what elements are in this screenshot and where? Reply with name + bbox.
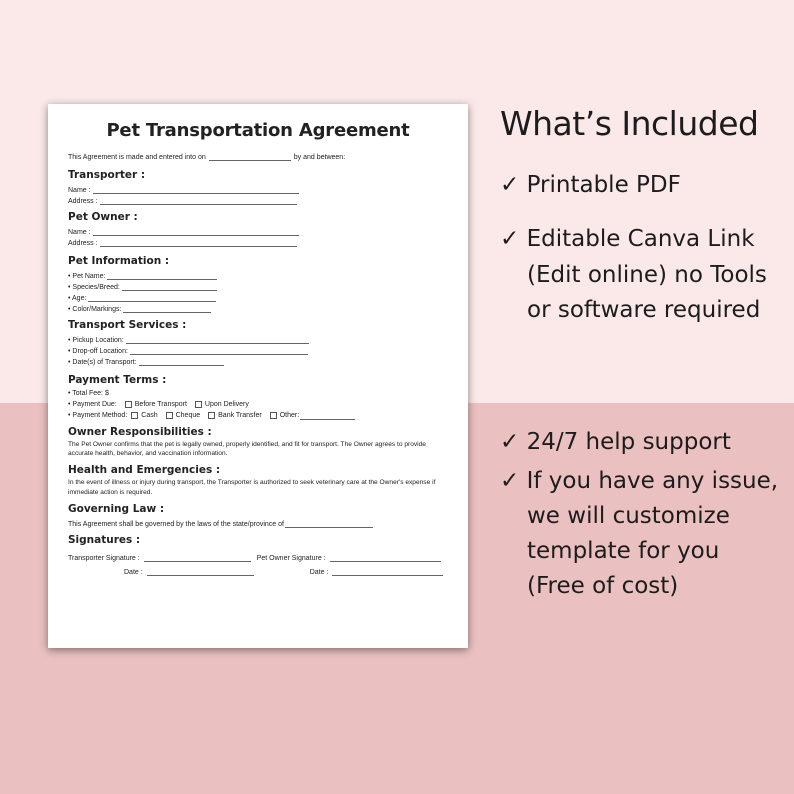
- owner-address-field[interactable]: [100, 239, 297, 247]
- pickup-field[interactable]: [126, 336, 309, 344]
- pet-name-label: • Pet Name:: [68, 273, 106, 280]
- transporter-date-field[interactable]: [147, 568, 254, 576]
- feature-canva-link: ✓ Editable Canva Link: [500, 226, 755, 252]
- other-checkbox[interactable]: [270, 412, 277, 419]
- upon-delivery-checkbox[interactable]: [195, 401, 202, 408]
- health-heading: Health and Emergencies :: [68, 464, 221, 477]
- other-label: Other:: [279, 412, 300, 419]
- transport-date-label: • Date(s) of Transport:: [68, 359, 137, 366]
- transport-heading: Transport Services :: [68, 319, 187, 331]
- transporter-heading: Transporter :: [68, 169, 146, 181]
- dropoff-field[interactable]: [130, 347, 308, 355]
- transporter-signature-label: Transporter Signature :: [68, 554, 140, 562]
- cash-label: Cash: [141, 412, 158, 419]
- payment-heading: Payment Terms :: [68, 374, 167, 386]
- owner-signature-label: Pet Owner Signature :: [256, 554, 326, 562]
- upon-delivery-label: Upon Delivery: [204, 401, 249, 408]
- other-method-field[interactable]: [300, 412, 355, 420]
- before-transport-label: Before Transport: [134, 401, 187, 408]
- owner-signature-field[interactable]: [330, 554, 441, 562]
- law-heading: Governing Law :: [68, 502, 165, 515]
- transporter-address-label: Address :: [68, 198, 98, 205]
- transporter-signature-field[interactable]: [144, 554, 251, 562]
- total-fee-label: • Total Fee: $: [68, 390, 109, 397]
- owner-address-label: Address :: [68, 240, 98, 247]
- feature-customize: ✓ If you have any issue,: [500, 468, 779, 494]
- agreement-document: [48, 104, 468, 648]
- intro-line: [68, 153, 448, 161]
- feature-canva-link-line3: or software required: [527, 297, 761, 323]
- transporter-name-field[interactable]: [93, 186, 299, 194]
- transporter-address-field[interactable]: [100, 197, 297, 205]
- pet-info-heading: Pet Information :: [68, 255, 170, 267]
- intro-text: This Agreement is made and entered into on: [68, 154, 206, 161]
- cheque-checkbox[interactable]: [166, 412, 173, 419]
- bank-transfer-checkbox[interactable]: [208, 412, 215, 419]
- responsibilities-text: The Pet Owner confirms that the pet is legally owned, properly identified, and fit for transport. The Owner agrees to provide accurate health, behavior, and vaccination information.: [68, 441, 426, 458]
- signatures-heading: Signatures :: [68, 533, 141, 546]
- color-field[interactable]: [123, 305, 211, 313]
- cash-checkbox[interactable]: [131, 412, 138, 419]
- age-label: • Age:: [68, 295, 87, 302]
- payment-due-label: • Payment Due:: [68, 401, 117, 408]
- species-field[interactable]: [122, 283, 217, 291]
- species-label: • Species/Breed:: [68, 284, 120, 291]
- dropoff-label: • Drop-off Location:: [68, 348, 128, 355]
- jurisdiction-field[interactable]: [285, 520, 373, 528]
- age-field[interactable]: [88, 294, 216, 302]
- payment-method-label: • Payment Method:: [68, 412, 128, 419]
- pickup-label: • Pickup Location:: [68, 337, 124, 344]
- feature-customize-line3: template for you: [527, 538, 720, 564]
- agreement-date-field[interactable]: [209, 153, 291, 161]
- owner-date-field[interactable]: [332, 568, 443, 576]
- owner-date-label: Date :: [309, 568, 329, 576]
- intro-text-end: by and between:: [293, 154, 346, 161]
- health-text: In the event of illness or injury during transport, the Transporter is authorized to seek veterinary care at the Owner's expense if immediate action is required.: [68, 479, 436, 496]
- document-title: Pet Transportation Agreement: [106, 120, 410, 141]
- owner-name-field[interactable]: [93, 228, 299, 236]
- pet-name-field[interactable]: [107, 272, 217, 280]
- transport-date-field[interactable]: [139, 358, 224, 366]
- transporter-name-label: Name :: [68, 187, 91, 194]
- feature-customize-line2: we will customize: [527, 503, 730, 529]
- whats-included-heading: What’s Included: [500, 104, 759, 143]
- before-transport-checkbox[interactable]: [125, 401, 132, 408]
- law-text: This Agreement shall be governed by the laws of the state/province of: [68, 520, 284, 528]
- feature-canva-link-line2: (Edit online) no Tools: [527, 262, 767, 288]
- feature-help-support: ✓ 24/7 help support: [500, 429, 731, 455]
- feature-customize-line4: (Free of cost): [527, 573, 679, 599]
- responsibilities-heading: Owner Responsibilities :: [68, 426, 212, 438]
- color-label: • Color/Markings:: [68, 306, 122, 313]
- bank-transfer-label: Bank Transfer: [218, 412, 262, 419]
- feature-printable-pdf: ✓ Printable PDF: [500, 172, 681, 198]
- transporter-date-label: Date :: [124, 568, 143, 576]
- cheque-label: Cheque: [175, 412, 201, 419]
- owner-heading: Pet Owner :: [68, 211, 138, 223]
- owner-name-label: Name :: [68, 229, 91, 236]
